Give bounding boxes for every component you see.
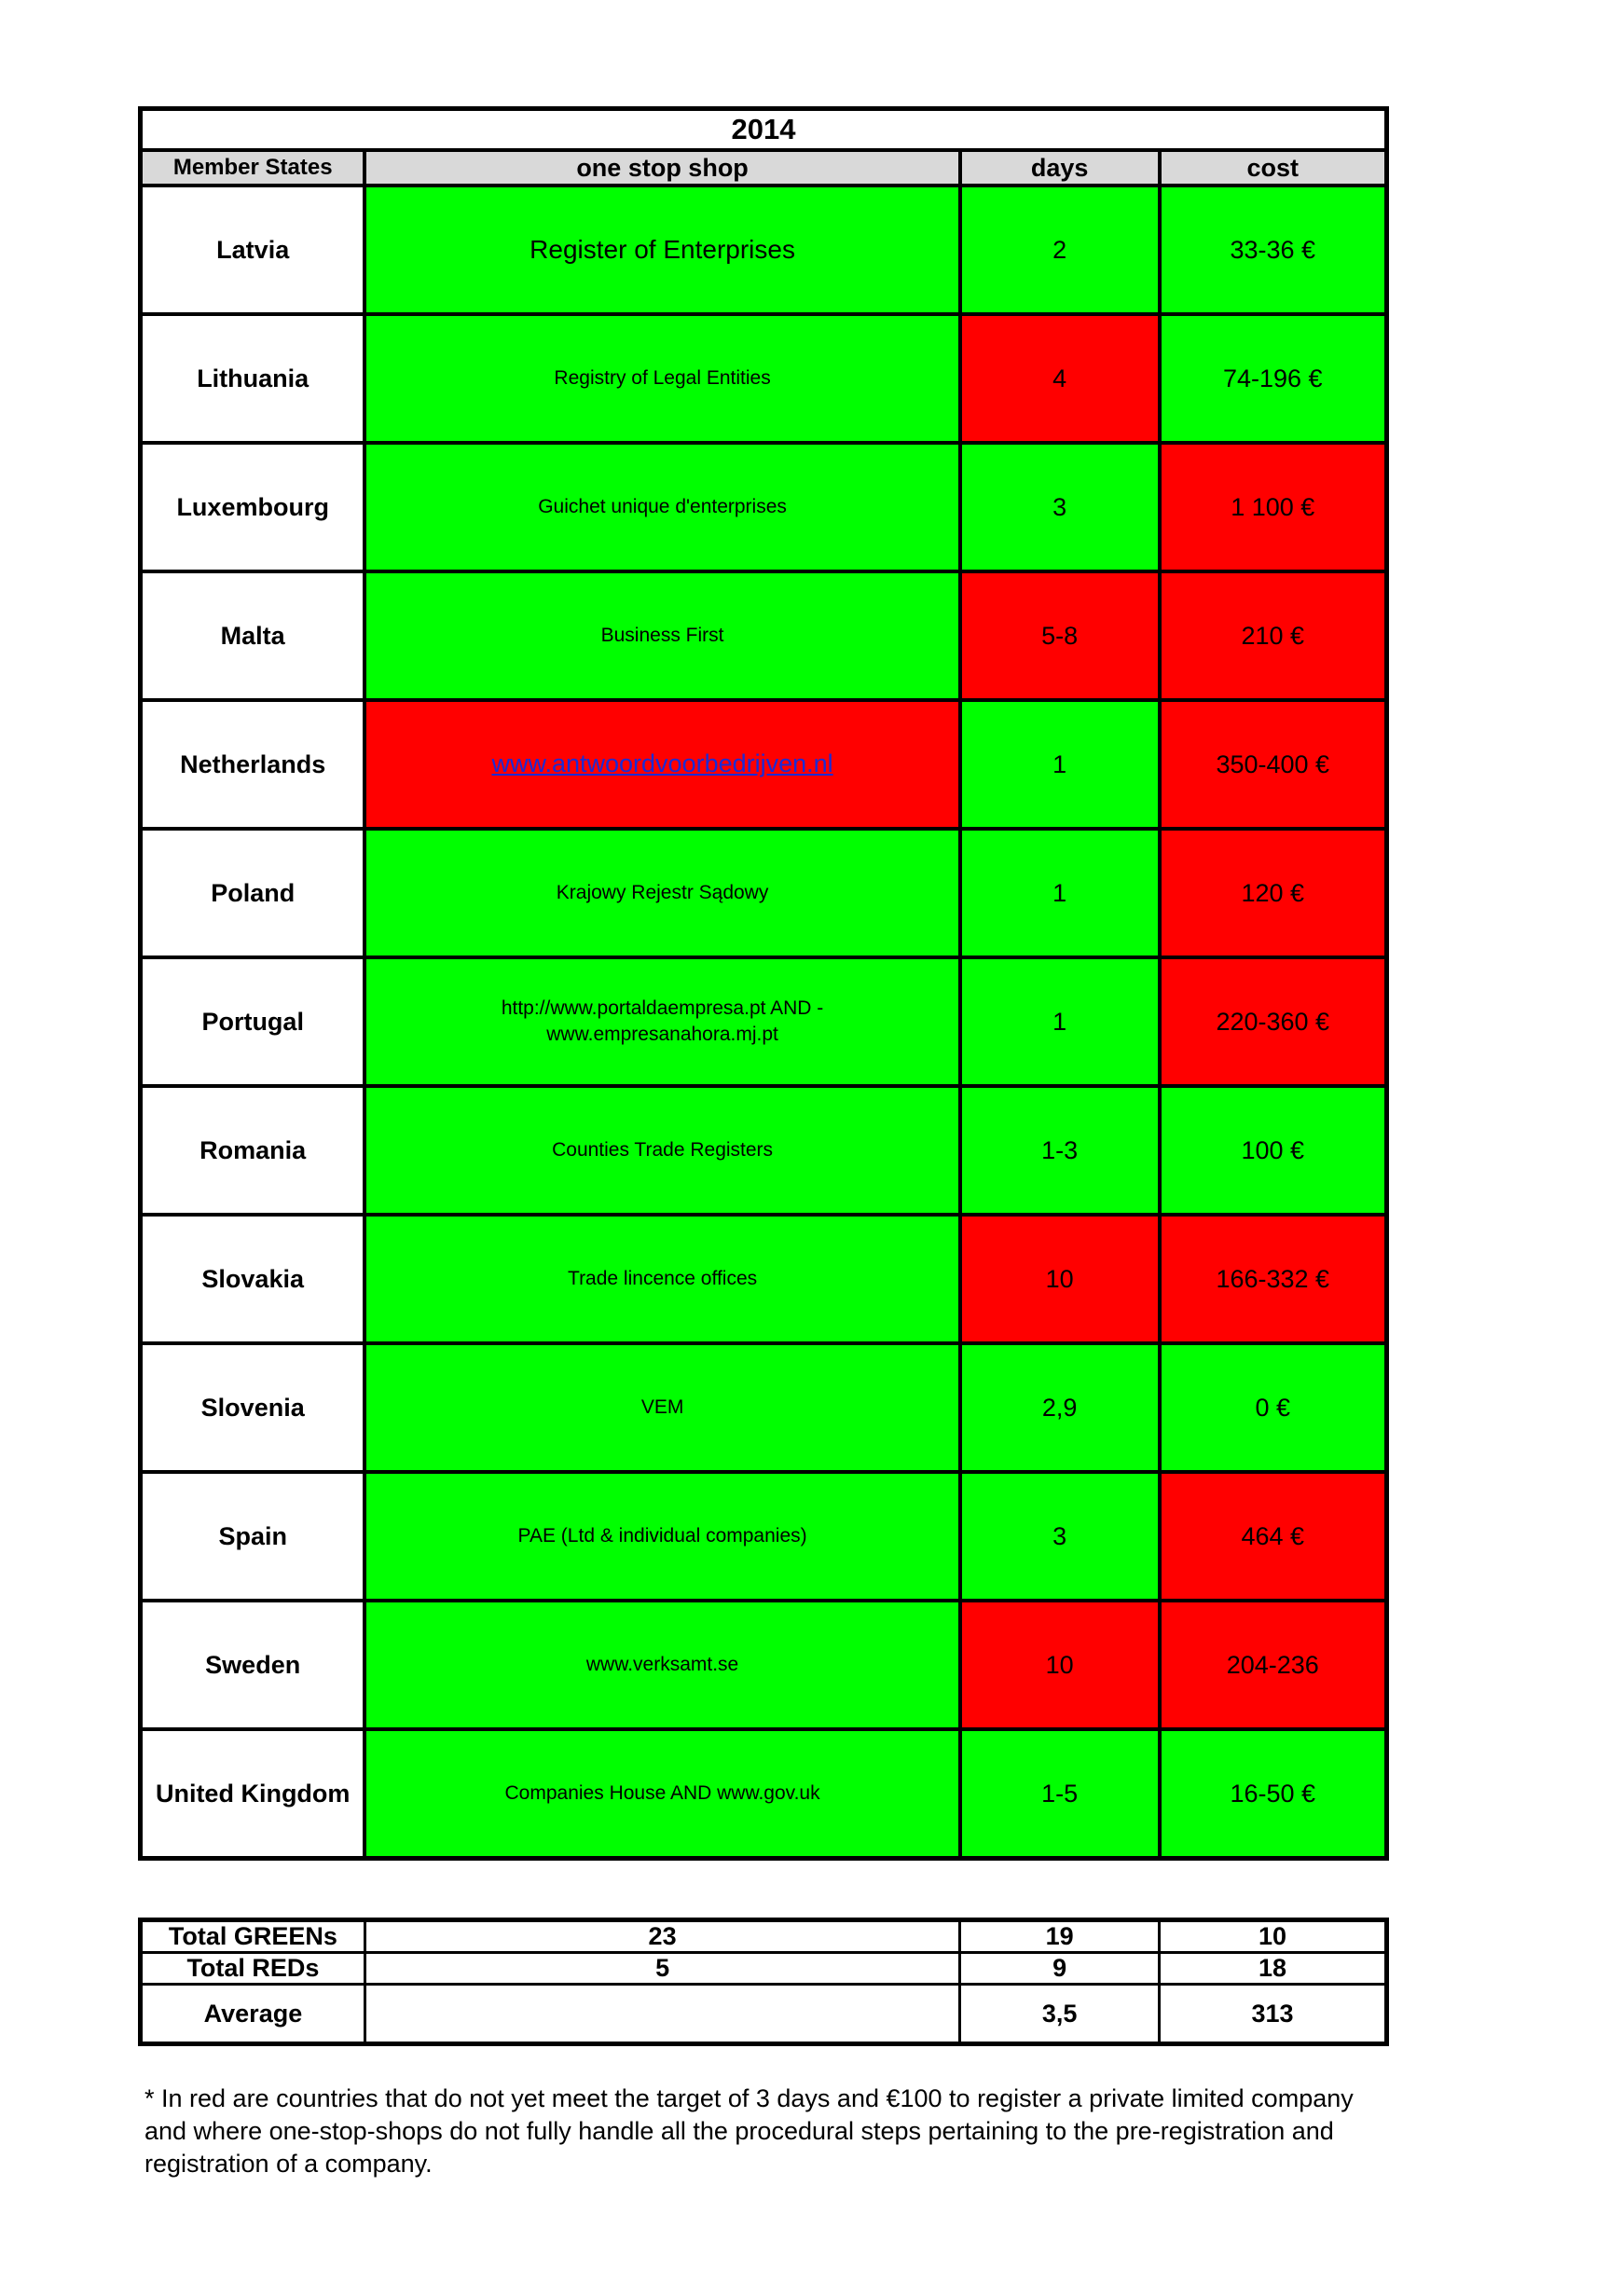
registration-table bbox=[138, 106, 1389, 1861]
one-stop-shop-cell: Trade lincence offices bbox=[364, 1215, 959, 1343]
cost-cell: 210 € bbox=[1160, 571, 1387, 700]
total-greens-oss: 23 bbox=[364, 1920, 959, 1953]
one-stop-shop-cell: VEM bbox=[364, 1343, 959, 1472]
country-cell: United Kingdom bbox=[141, 1729, 365, 1859]
header-member-states: Member States bbox=[141, 150, 365, 186]
table-row bbox=[141, 186, 1387, 314]
total-greens-label: Total GREENs bbox=[141, 1920, 365, 1953]
one-stop-shop-cell: http://www.portaldaempresa.pt AND - www.empresanahora.mj.pt bbox=[364, 957, 959, 1086]
total-greens-cost: 10 bbox=[1160, 1920, 1387, 1953]
country-cell: Slovakia bbox=[141, 1215, 365, 1343]
table-row bbox=[141, 1215, 1387, 1343]
table-row bbox=[141, 1472, 1387, 1601]
total-reds-days: 9 bbox=[960, 1953, 1160, 1985]
days-cell: 1 bbox=[960, 829, 1160, 957]
table-row bbox=[141, 1729, 1387, 1859]
one-stop-shop-cell: Register of Enterprises bbox=[364, 186, 959, 314]
cost-cell: 120 € bbox=[1160, 829, 1387, 957]
total-greens-row bbox=[141, 1920, 1387, 1953]
days-cell: 4 bbox=[960, 314, 1160, 443]
total-greens-days: 19 bbox=[960, 1920, 1160, 1953]
total-reds-oss: 5 bbox=[364, 1953, 959, 1985]
country-cell: Sweden bbox=[141, 1601, 365, 1729]
cost-cell: 1 100 € bbox=[1160, 443, 1387, 571]
cost-cell: 33-36 € bbox=[1160, 186, 1387, 314]
one-stop-shop-cell: PAE (Ltd & individual companies) bbox=[364, 1472, 959, 1601]
days-cell: 2 bbox=[960, 186, 1160, 314]
days-cell: 10 bbox=[960, 1215, 1160, 1343]
table-row bbox=[141, 829, 1387, 957]
cost-cell: 100 € bbox=[1160, 1086, 1387, 1215]
days-cell: 10 bbox=[960, 1601, 1160, 1729]
country-cell: Romania bbox=[141, 1086, 365, 1215]
days-cell: 1 bbox=[960, 700, 1160, 829]
country-cell: Luxembourg bbox=[141, 443, 365, 571]
table-row bbox=[141, 700, 1387, 829]
total-reds-row bbox=[141, 1953, 1387, 1985]
days-cell: 3 bbox=[960, 443, 1160, 571]
table-row bbox=[141, 1343, 1387, 1472]
one-stop-shop-cell: Companies House AND www.gov.uk bbox=[364, 1729, 959, 1859]
cost-cell: 350-400 € bbox=[1160, 700, 1387, 829]
country-cell: Slovenia bbox=[141, 1343, 365, 1472]
country-cell: Latvia bbox=[141, 186, 365, 314]
average-oss bbox=[364, 1985, 959, 2044]
country-cell: Lithuania bbox=[141, 314, 365, 443]
one-stop-shop-cell: Guichet unique d'enterprises bbox=[364, 443, 959, 571]
table-row bbox=[141, 957, 1387, 1086]
netherlands-website-link[interactable]: www.antwoordvoorbedrijven.nl bbox=[491, 749, 833, 777]
table-row bbox=[141, 1601, 1387, 1729]
one-stop-shop-cell: www.verksamt.se bbox=[364, 1601, 959, 1729]
days-cell: 1-5 bbox=[960, 1729, 1160, 1859]
one-stop-shop-cell: Krajowy Rejestr Sądowy bbox=[364, 829, 959, 957]
cost-cell: 74-196 € bbox=[1160, 314, 1387, 443]
table-row bbox=[141, 314, 1387, 443]
one-stop-shop-cell: Registry of Legal Entities bbox=[364, 314, 959, 443]
days-cell: 2,9 bbox=[960, 1343, 1160, 1472]
header-cost: cost bbox=[1160, 150, 1387, 186]
table-row bbox=[141, 443, 1387, 571]
cost-cell: 0 € bbox=[1160, 1343, 1387, 1472]
one-stop-shop-cell: Business First bbox=[364, 571, 959, 700]
days-cell: 1-3 bbox=[960, 1086, 1160, 1215]
one-stop-shop-cell bbox=[364, 700, 959, 829]
cost-cell: 204-236 bbox=[1160, 1601, 1387, 1729]
total-reds-label: Total REDs bbox=[141, 1953, 365, 1985]
one-stop-shop-cell: Counties Trade Registers bbox=[364, 1086, 959, 1215]
average-cost: 313 bbox=[1160, 1985, 1387, 2044]
days-cell: 1 bbox=[960, 957, 1160, 1086]
totals-table bbox=[138, 1918, 1389, 2046]
total-reds-cost: 18 bbox=[1160, 1953, 1387, 1985]
header-one-stop-shop: one stop shop bbox=[364, 150, 959, 186]
cost-cell: 464 € bbox=[1160, 1472, 1387, 1601]
table-row bbox=[141, 571, 1387, 700]
average-label: Average bbox=[141, 1985, 365, 2044]
average-days: 3,5 bbox=[960, 1985, 1160, 2044]
table-row bbox=[141, 1086, 1387, 1215]
days-cell: 5-8 bbox=[960, 571, 1160, 700]
average-row bbox=[141, 1985, 1387, 2044]
country-cell: Malta bbox=[141, 571, 365, 700]
country-cell: Spain bbox=[141, 1472, 365, 1601]
country-cell: Netherlands bbox=[141, 700, 365, 829]
cost-cell: 166-332 € bbox=[1160, 1215, 1387, 1343]
header-days: days bbox=[960, 150, 1160, 186]
cost-cell: 220-360 € bbox=[1160, 957, 1387, 1086]
table-year-title: 2014 bbox=[141, 109, 1387, 151]
footnote: * In red are countries that do not yet meet the target of 3 days and €100 to register a private limited company and where one-stop-shops do not fully handle all the procedural steps pertaining to the pre-registration and registration of a company. bbox=[144, 2084, 1354, 2178]
country-cell: Portugal bbox=[141, 957, 365, 1086]
days-cell: 3 bbox=[960, 1472, 1160, 1601]
country-cell: Poland bbox=[141, 829, 365, 957]
cost-cell: 16-50 € bbox=[1160, 1729, 1387, 1859]
